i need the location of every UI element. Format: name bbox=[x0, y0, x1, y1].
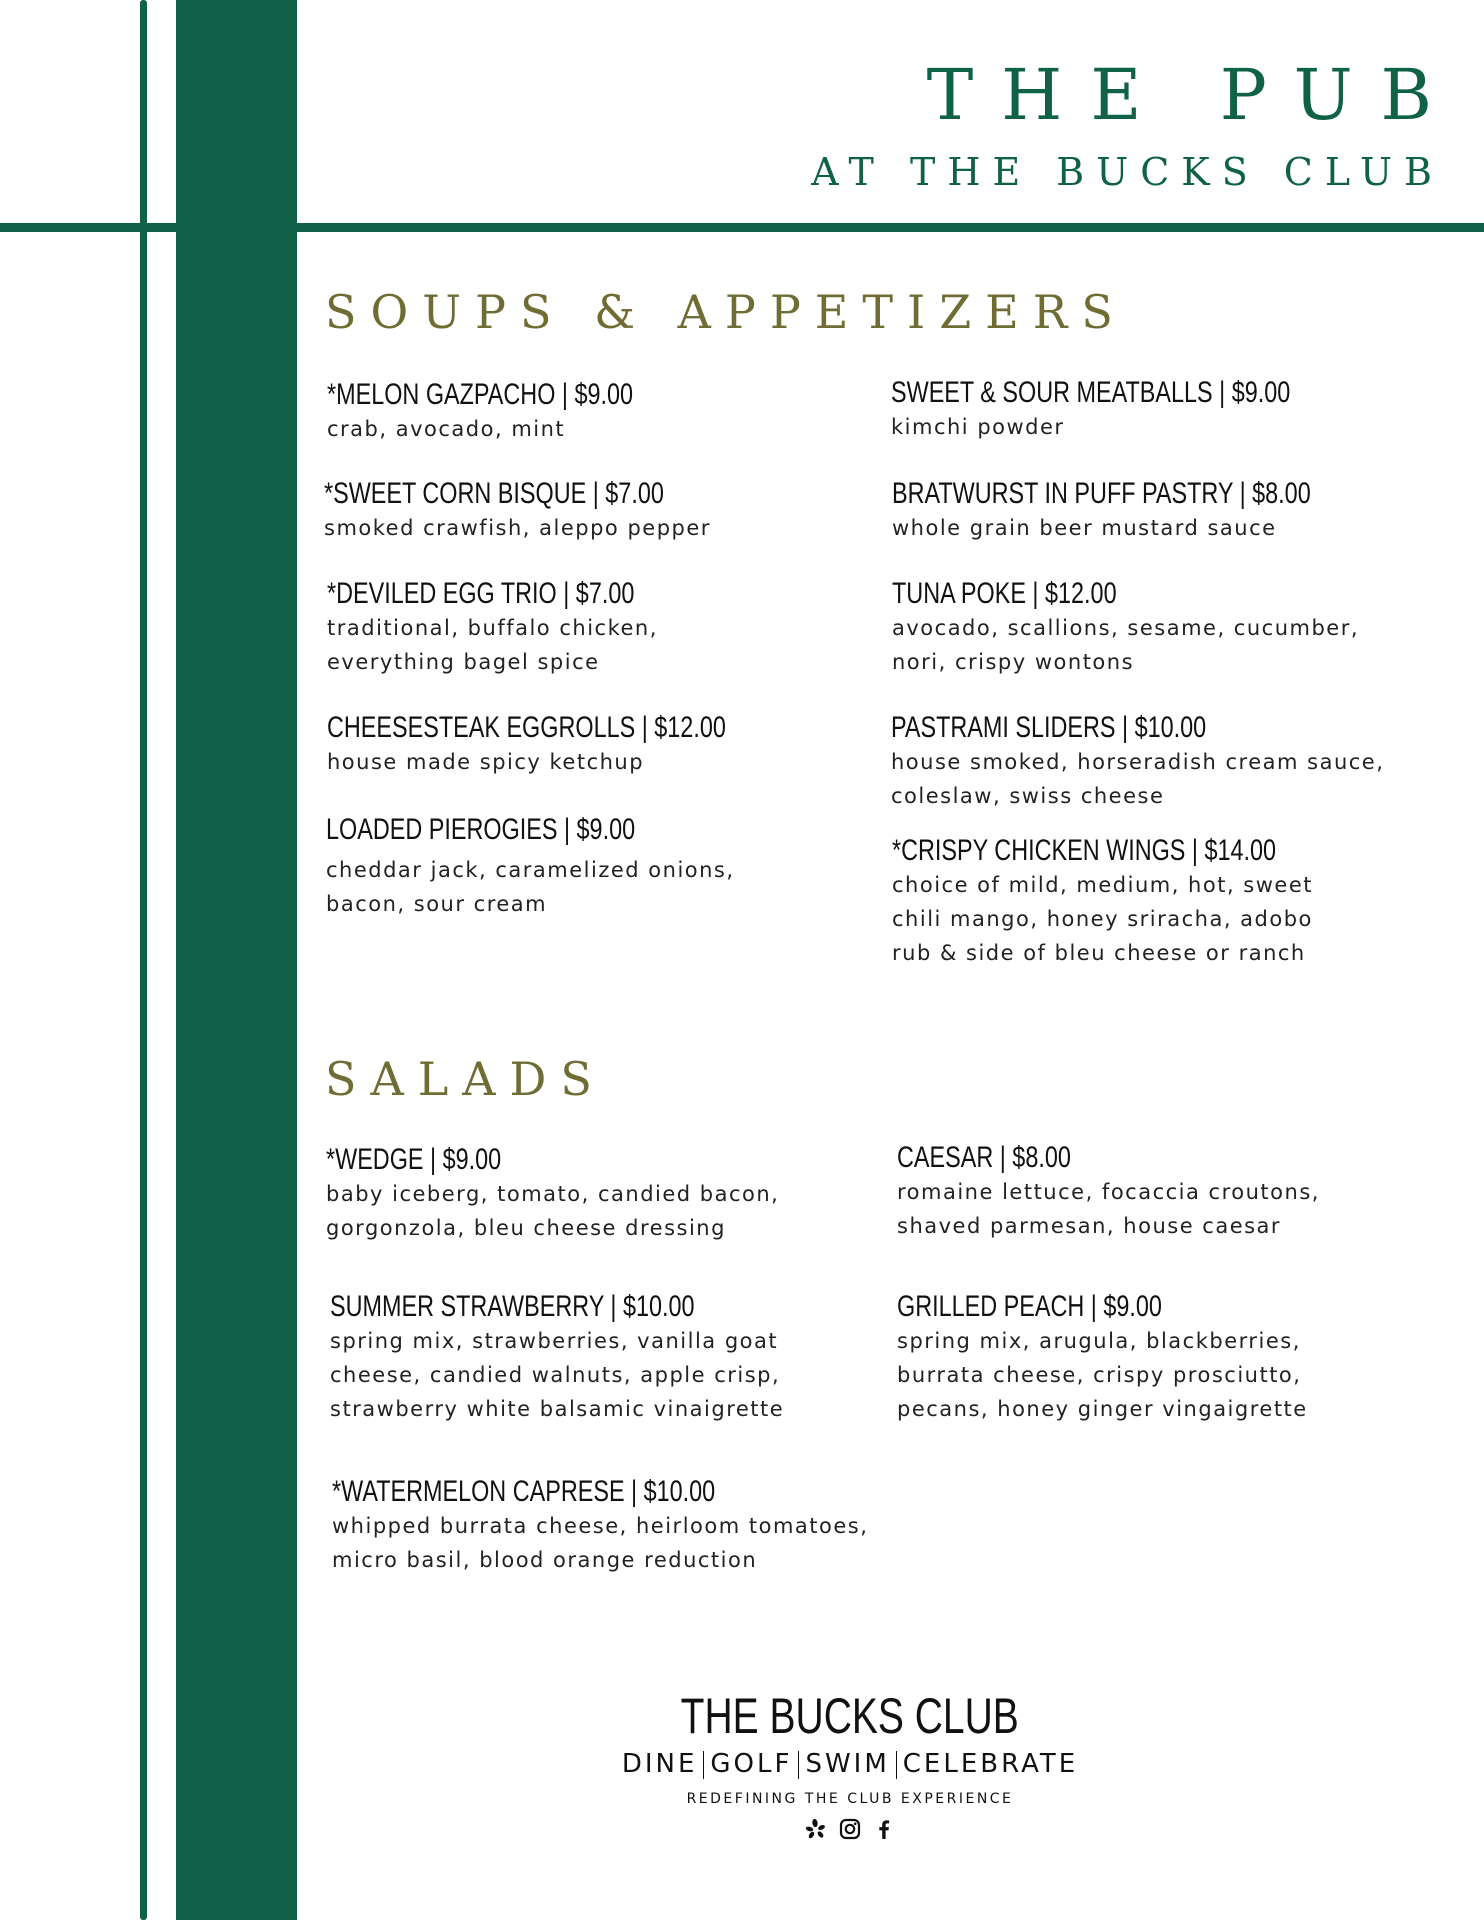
item-desc: coleslaw, swiss cheese bbox=[891, 784, 1165, 808]
menu-item-sweet-sour-meatballs bbox=[891, 376, 1403, 444]
item-name: TUNA POKE | $12.00 bbox=[892, 577, 1117, 610]
item-name: BRATWURST IN PUFF PASTRY | $8.00 bbox=[892, 477, 1311, 510]
item-desc: pecans, honey ginger vingaigrette bbox=[897, 1397, 1308, 1421]
header-rule-right bbox=[297, 223, 1484, 232]
item-name: *WEDGE | $9.00 bbox=[326, 1143, 502, 1176]
item-desc: house smoked, horseradish cream sauce, bbox=[891, 750, 1385, 774]
item-name: *CRISPY CHICKEN WINGS | $14.00 bbox=[892, 834, 1277, 867]
tag-divider bbox=[703, 1751, 704, 1779]
item-desc: crab, avocado, mint bbox=[327, 417, 566, 441]
item-desc: house made spicy ketchup bbox=[327, 750, 645, 774]
decor-thin-bar bbox=[140, 0, 147, 1920]
item-desc: bacon, sour cream bbox=[326, 892, 548, 916]
page-subtitle: AT THE BUCKS CLUB bbox=[811, 150, 1444, 194]
item-name: *DEVILED EGG TRIO | $7.00 bbox=[327, 577, 635, 610]
item-desc: traditional, buffalo chicken, bbox=[327, 616, 658, 640]
facebook-icon[interactable] bbox=[873, 1818, 895, 1840]
item-name: CHEESESTEAK EGGROLLS | $12.00 bbox=[327, 711, 726, 744]
item-name: SWEET & SOUR MEATBALLS | $9.00 bbox=[891, 376, 1291, 409]
item-desc: choice of mild, medium, hot, sweet bbox=[892, 873, 1313, 897]
menu-item-sweet-corn-bisque bbox=[324, 477, 760, 545]
menu-item-crispy-chicken-wings bbox=[892, 834, 1384, 970]
section-heading-soups: SOUPS & APPETIZERS bbox=[325, 285, 1127, 339]
item-desc: cheese, candied walnuts, apple crisp, bbox=[330, 1363, 781, 1387]
decor-thick-bar bbox=[176, 0, 297, 1920]
tag-divider bbox=[798, 1751, 799, 1779]
item-desc: gorgonzola, bleu cheese dressing bbox=[326, 1216, 726, 1240]
item-name: LOADED PIEROGIES | $9.00 bbox=[326, 813, 636, 846]
item-desc: avocado, scallions, sesame, cucumber, bbox=[892, 616, 1360, 640]
item-desc: chili mango, honey sriracha, adobo bbox=[892, 907, 1313, 931]
menu-item-tuna-poke bbox=[892, 577, 1359, 679]
item-desc: baby iceberg, tomato, candied bacon, bbox=[326, 1182, 780, 1206]
item-desc: romaine lettuce, focaccia croutons, bbox=[897, 1180, 1320, 1204]
footer-tags bbox=[560, 1746, 1140, 1782]
footer bbox=[560, 1688, 1140, 1840]
menu-item-melon-gazpacho bbox=[327, 378, 719, 446]
page-title: THE PUB bbox=[926, 54, 1460, 136]
tag-divider bbox=[896, 1751, 897, 1779]
menu-item-caesar bbox=[897, 1141, 1320, 1243]
item-desc: spring mix, arugula, blackberries, bbox=[897, 1329, 1301, 1353]
item-desc: whipped burrata cheese, heirloom tomatoes, bbox=[332, 1514, 869, 1538]
item-name: GRILLED PEACH | $9.00 bbox=[897, 1290, 1162, 1323]
item-desc: whole grain beer mustard sauce bbox=[892, 516, 1277, 540]
footer-tagline: REDEFINING THE CLUB EXPERIENCE bbox=[686, 1791, 1014, 1807]
menu-item-deviled-egg-trio bbox=[327, 577, 721, 679]
yelp-icon[interactable] bbox=[805, 1818, 827, 1840]
menu-item-loaded-pierogies bbox=[326, 813, 735, 921]
menu-item-watermelon-caprese bbox=[332, 1475, 868, 1577]
item-desc: burrata cheese, crispy prosciutto, bbox=[897, 1363, 1302, 1387]
item-name: PASTRAMI SLIDERS | $10.00 bbox=[891, 711, 1207, 744]
item-name: CAESAR | $8.00 bbox=[897, 1141, 1071, 1174]
menu-item-bratwurst bbox=[892, 477, 1429, 545]
item-desc: nori, crispy wontons bbox=[892, 650, 1135, 674]
tag-dine: DINE bbox=[621, 1749, 698, 1779]
item-name: SUMMER STRAWBERRY | $10.00 bbox=[330, 1290, 695, 1323]
footer-club-name: THE BUCKS CLUB bbox=[680, 1688, 1020, 1744]
menu-item-summer-strawberry bbox=[330, 1290, 797, 1426]
item-desc: everything bagel spice bbox=[327, 650, 600, 674]
menu-item-cheesesteak-eggrolls bbox=[327, 711, 838, 779]
menu-item-wedge bbox=[326, 1143, 779, 1245]
item-name: *MELON GAZPACHO | $9.00 bbox=[327, 378, 634, 411]
header-rule-left bbox=[0, 223, 176, 232]
item-desc: rub & side of bleu cheese or ranch bbox=[892, 941, 1306, 965]
item-name: *SWEET CORN BISQUE | $7.00 bbox=[324, 477, 664, 510]
item-name: *WATERMELON CAPRESE | $10.00 bbox=[332, 1475, 716, 1508]
title-block bbox=[811, 54, 1460, 197]
social-icons bbox=[560, 1818, 1140, 1840]
item-desc: spring mix, strawberries, vanilla goat bbox=[330, 1329, 779, 1353]
menu-item-grilled-peach bbox=[897, 1290, 1308, 1426]
menu-item-pastrami-sliders bbox=[891, 711, 1384, 813]
tag-swim: SWIM bbox=[805, 1749, 890, 1779]
tag-celebrate: CELEBRATE bbox=[902, 1749, 1079, 1779]
item-desc: kimchi powder bbox=[891, 415, 1065, 439]
tag-golf: GOLF bbox=[710, 1749, 793, 1779]
item-desc: strawberry white balsamic vinaigrette bbox=[330, 1397, 785, 1421]
item-desc: shaved parmesan, house caesar bbox=[897, 1214, 1282, 1238]
instagram-icon[interactable] bbox=[839, 1818, 861, 1840]
section-heading-salads: SALADS bbox=[325, 1052, 606, 1106]
item-desc: cheddar jack, caramelized onions, bbox=[326, 858, 735, 882]
item-desc: smoked crawfish, aleppo pepper bbox=[324, 516, 711, 540]
item-desc: micro basil, blood orange reduction bbox=[332, 1548, 758, 1572]
